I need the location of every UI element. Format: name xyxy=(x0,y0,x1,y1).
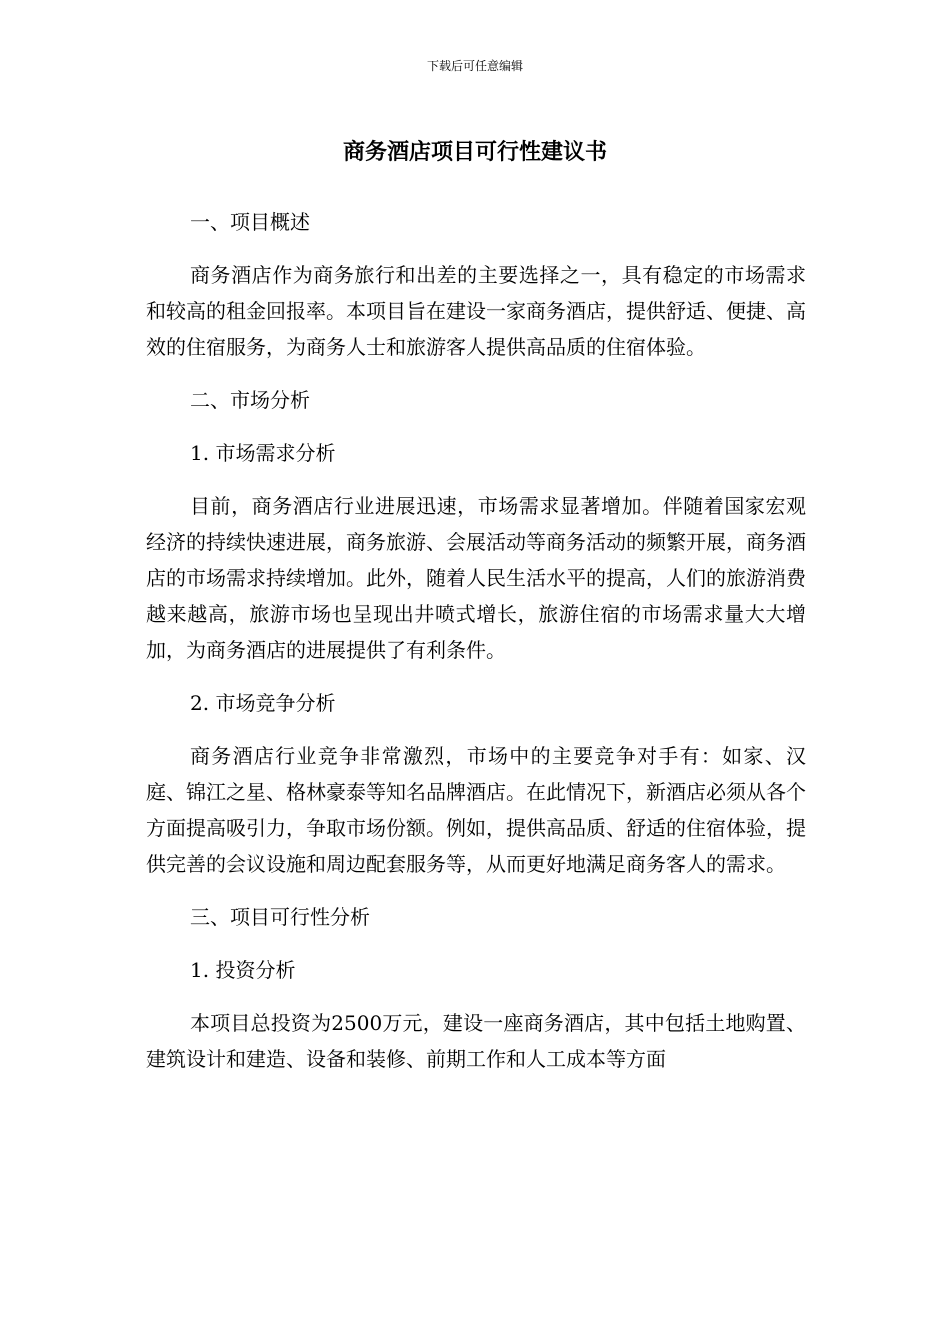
paragraph-competition: 商务酒店行业竞争非常激烈，市场中的主要竞争对手有：如家、汉庭、锦江之星、格林豪泰等知名品牌酒店。在此情况下，新酒店必须从各个方面提高吸引力，争取市场份额。例如，提供高品质、舒适的住宿体验，提供完善的会议设施和周边配套服务等，从而更好地满足商务客人的需求。 xyxy=(146,744,806,876)
section-heading-market: 二、市场分析 xyxy=(190,388,310,412)
section-heading-feasibility: 三、项目可行性分析 xyxy=(190,905,370,929)
subsection-heading-competition: 2. 市场竞争分析 xyxy=(190,691,336,715)
subsection-heading-demand: 1. 市场需求分析 xyxy=(190,441,336,465)
subsection-heading-investment: 1. 投资分析 xyxy=(190,958,296,982)
paragraph-investment: 本项目总投资为2500万元，建设一座商务酒店，其中包括土地购置、建筑设计和建造、设备和装修、前期工作和人工成本等方面 xyxy=(146,1011,806,1071)
section-heading-overview: 一、项目概述 xyxy=(190,210,310,234)
paragraph-demand: 目前，商务酒店行业进展迅速，市场需求显著增加。伴随着国家宏观经济的持续快速进展，商务旅游、会展活动等商务活动的频繁开展，商务酒店的市场需求持续增加。此外，随着人民生活水平的提高，人们的旅游消费越来越高，旅游市场也呈现出井喷式增长，旅游住宿的市场需求量大大增加，为商务酒店的进展提供了有利条件。 xyxy=(146,494,806,662)
document-body xyxy=(146,204,806,1077)
paragraph-overview: 商务酒店作为商务旅行和出差的主要选择之一，具有稳定的市场需求和较高的租金回报率。本项目旨在建设一家商务酒店，提供舒适、便捷、高效的住宿服务，为商务人士和旅游客人提供高品质的住宿体验。 xyxy=(146,263,806,359)
document-title: 商务酒店项目可行性建议书 xyxy=(342,140,607,165)
page-header-note: 下载后可任意编辑 xyxy=(426,59,523,73)
